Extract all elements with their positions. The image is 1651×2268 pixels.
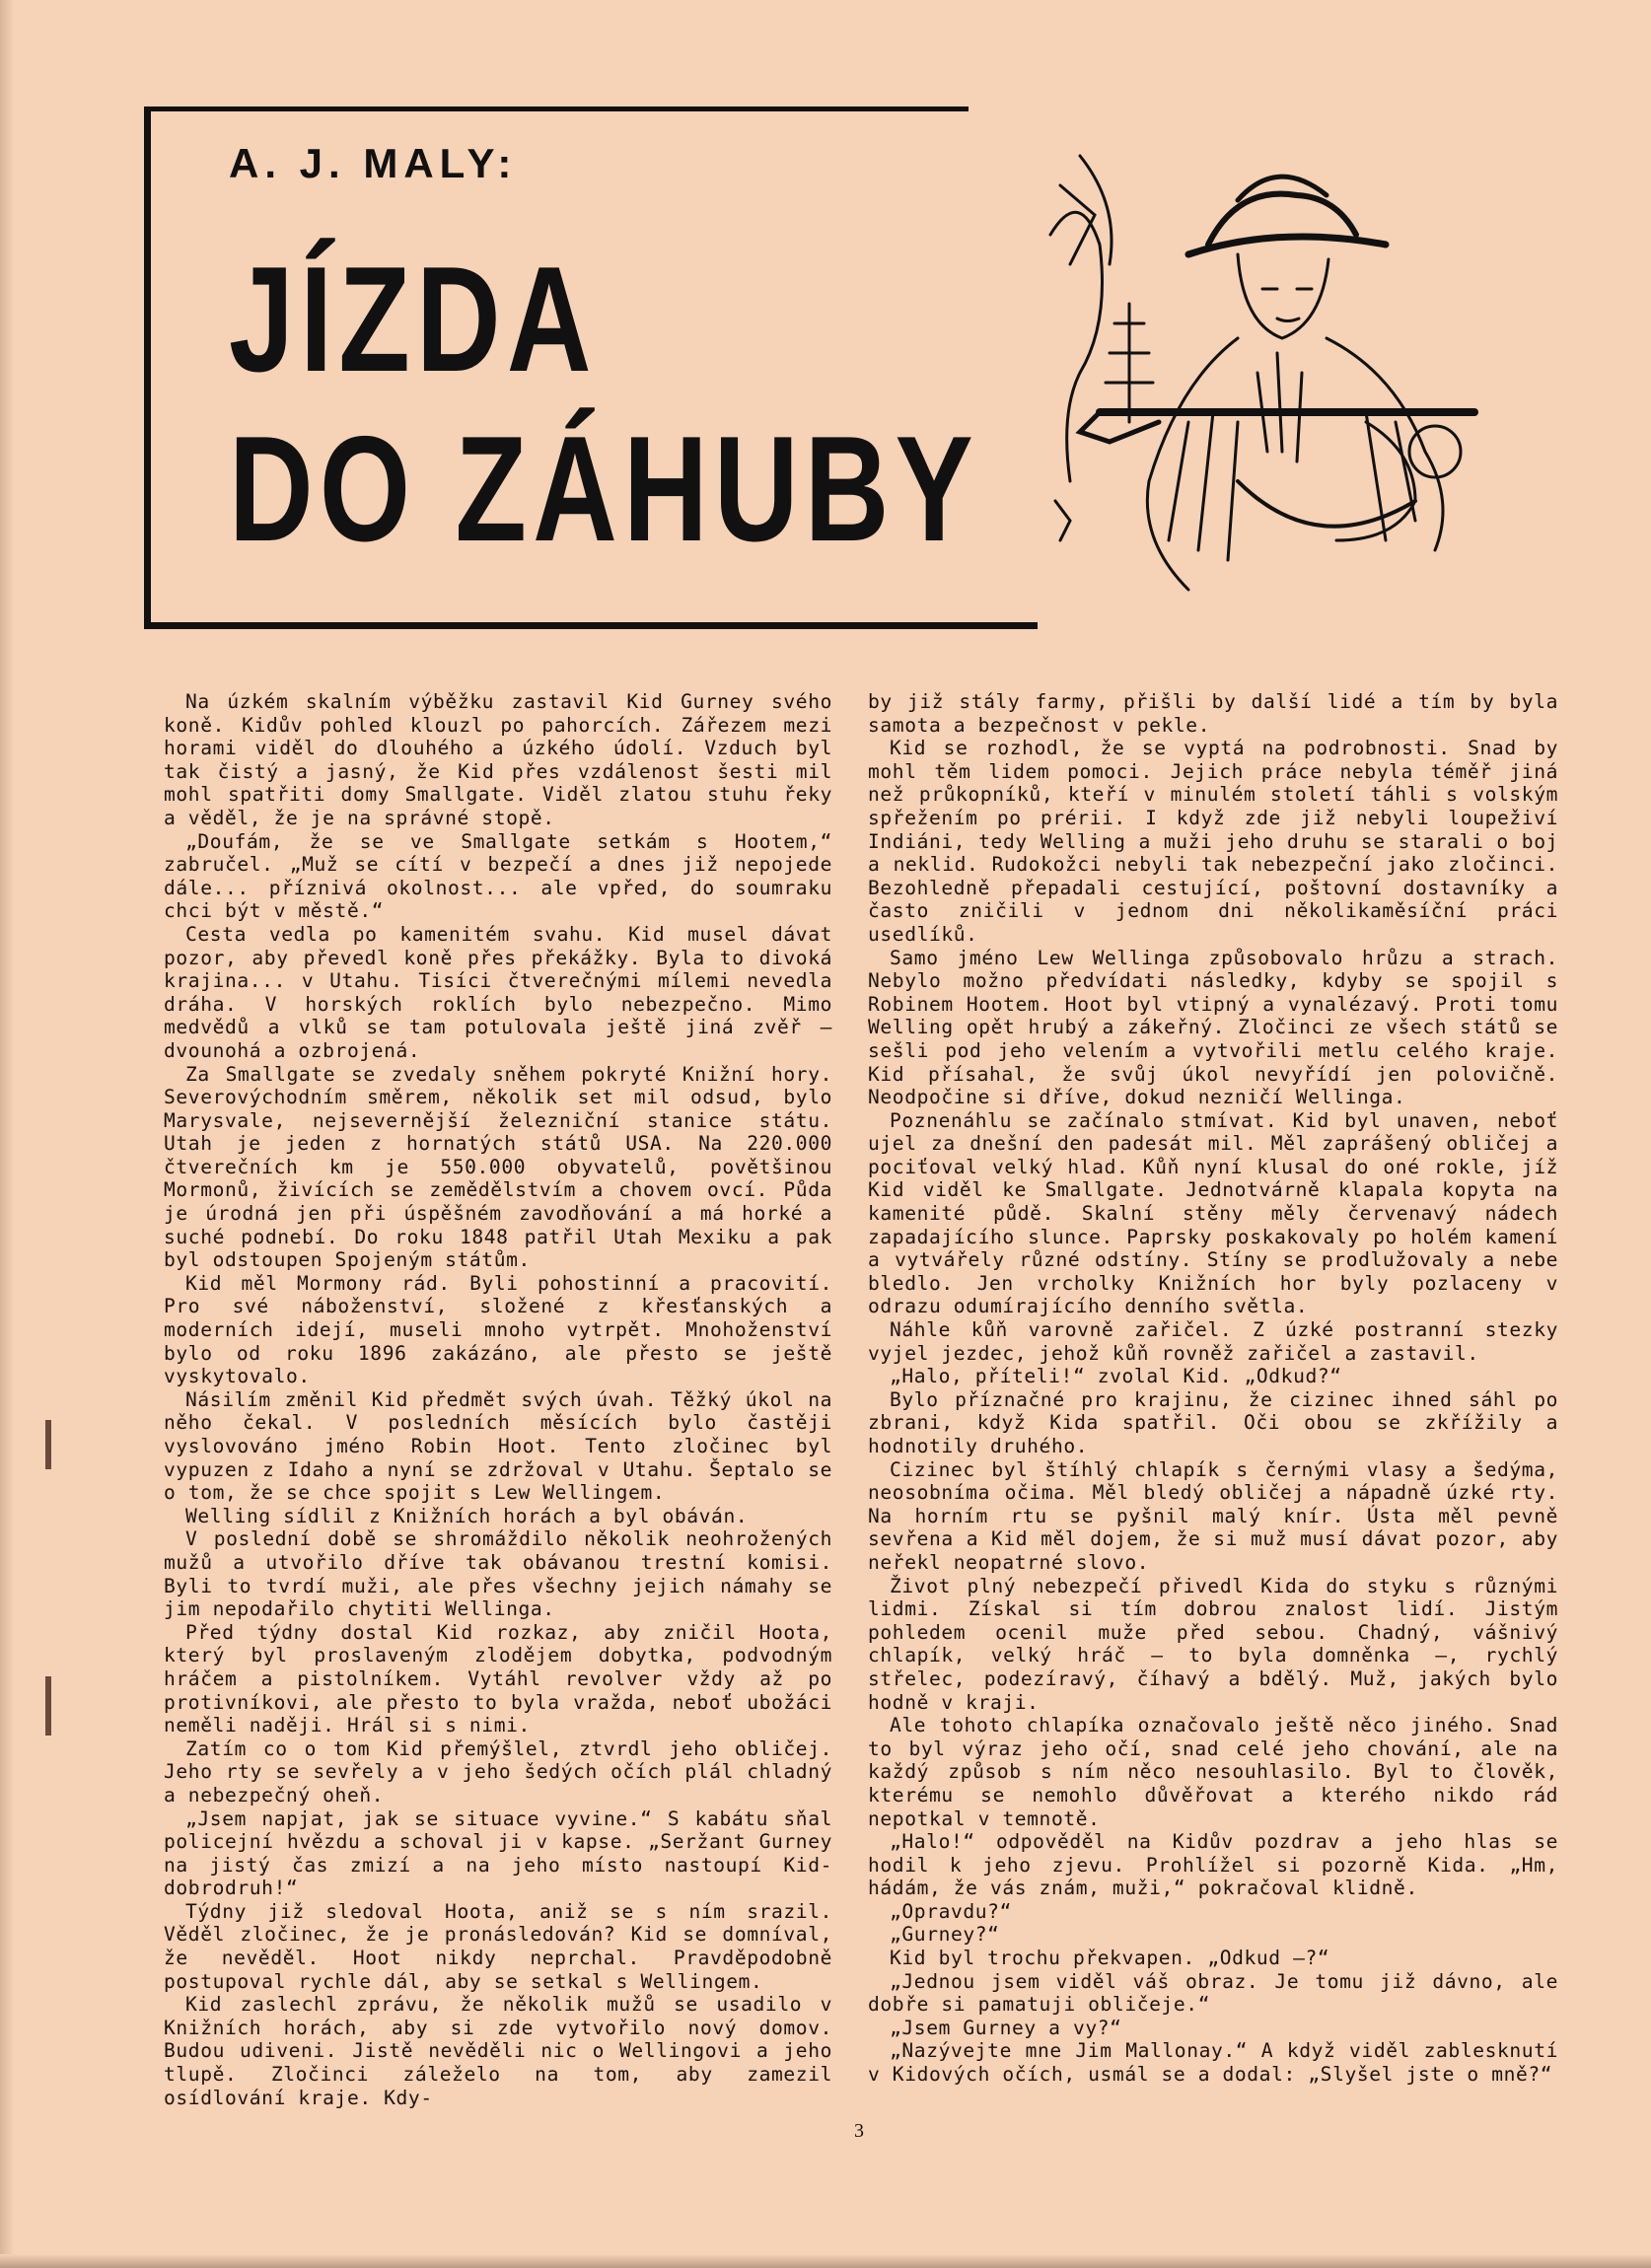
paragraph: Kid měl Mormony rád. Byli pohostinní a pracovití. Pro své náboženství, složené z křesťanských a moderních idejí, museli mnoho vytrpět. Mnohoženství bylo od roku 1896 zakázáno, ale přesto se ještě vyskytovalo.	[164, 1271, 832, 1388]
binding-mark	[45, 1420, 51, 1469]
bottom-edge	[0, 2254, 1651, 2268]
title-frame-top	[144, 106, 969, 111]
paragraph: Kid byl trochu překvapen. „Odkud —?“	[890, 1947, 1330, 1970]
paragraph: Náhle kůň varovně zařičel. Z úzké postranní stezky vyjel jezdec, jehož kůň rovněž zařičel a zastavil.	[868, 1318, 1558, 1365]
paragraph: „Jsem napjat, jak se situace vyvine.“ S kabátu sňal policejní hvězdu a schoval ji v kapse. „Seržant Gurney na jistý čas zmizí a na jeho místo nastoupí Kid-dobrodruh!“	[164, 1807, 832, 1900]
paragraph: Poznenáhlu se začínalo stmívat. Kid byl unaven, neboť ujel za dnešní den padesát mil. Měl zaprášený obličej a pociťoval velký hlad. Kůň nyní klusal do oné rokle, jíž Kid viděl ke Smallgate. Jednotvárně klapala kopyta na kamenité půdě. Skalní stěny měly červenavý nádech zapadajícího slunce. Paprsky poskakovaly po holém kamení a vytvářely různé odstíny. Stíny se prodlužovaly a nebe bledlo. Jen vrcholky Knižních hor byly pozlaceny v odrazu odumírajícího denního světla.	[868, 1108, 1558, 1318]
page-number: 3	[854, 2120, 864, 2142]
paragraph: Cizinec byl štíhlý chlapík s černými vlasy a šedýma, neosobníma očima. Měl bledý obličej a nápadně úzké rty. Na horním rtu se pyšnil malý knír. Ústa měl pevně sevřena a Kid měl dojem, že si muž musí dávat pozor, aby neřekl neopatrné slovo.	[868, 1457, 1558, 1574]
paragraph: „Jsem Gurney a vy?“	[890, 2016, 1122, 2039]
paragraph: V poslední době se shromáždilo několik neohrožených mužů a utvořilo dříve tak obávanou trestní komisi. Byli to tvrdí muži, ale přes všechny jejich námahy se jim nepodařilo chytiti Wellinga.	[164, 1527, 832, 1621]
paragraph: Zatím co o tom Kid přemýšlel, ztvrdl jeho obličej. Jeho rty se sevřely a v jeho šedých očích plál chladný a nebezpečný oheň.	[164, 1736, 832, 1807]
title-frame-bottom	[144, 622, 1038, 629]
story-title-line-1: JÍZDA	[229, 236, 598, 403]
paragraph: „Opravdu?“	[890, 1899, 1012, 1923]
paragraph: „Gurney?“	[890, 1923, 1000, 1947]
paragraph: Za Smallgate se zvedaly sněhem pokryté Knižní hory. Severovýchodním směrem, několik set mil odsud, bylo Marysvale, nejsevernější železniční stanice státu. Utah je jeden z hornatých států USA. Na 220.000 čtverečních km je 550.000 obyvatelů, povětšinou Mormonů, živících se zemědělstvím a chovem ovcí. Půda je úrodná jen při úspěšném zavodňování a má horké a suché podnebí. Do roku 1848 patřil Utah Mexiku a pak byl odstoupen Spojeným státům.	[164, 1062, 832, 1272]
story-title-line-2: DO ZÁHUBY	[229, 405, 979, 573]
paragraph: by již stály farmy, přišli by další lidé a tím by byla samota a bezpečnost v pekle.	[868, 690, 1558, 737]
paragraph: „Halo, příteli!“ zvolal Kid. „Odkud?“	[890, 1365, 1342, 1388]
title-frame-left	[144, 106, 151, 629]
cowboy-with-rifle-illustration	[1041, 126, 1494, 619]
binding-mark	[45, 1676, 51, 1736]
paragraph: Život plný nebezpečí přivedl Kida do styku s různými lidmi. Získal si tím dobrou znalost lidí. Jistým pohledem ocenil muže před sebou. Chadný, vášnivý chlapík, velký hráč — to byla domněnka —, rychlý střelec, podezíravý, číhavý a bdělý. Muž, jakých bylo hodně v kraji.	[868, 1574, 1558, 1714]
page-edge	[0, 0, 14, 2268]
paragraph: Kid zaslechl zprávu, že několik mužů se usadilo v Knižních horách, aby si zde vytvořilo nový domov. Budou udiveni. Jistě nevěděli nic o Wellingovi a jeho tlupě. Zločinci záleželo na tom, aby zamezil osídlování kraje. Kdy-	[164, 1993, 832, 2109]
paragraph: Welling sídlil z Knižních horách a byl obáván.	[185, 1504, 749, 1527]
paragraph: „Jednou jsem viděl váš obraz. Je tomu již dávno, ale dobře si pamatuji obličeje.“	[868, 1969, 1558, 2017]
paragraph: Násilím změnil Kid předmět svých úvah. Těžký úkol na něho čekal. V posledních měsících bylo častěji vyslovováno jméno Robin Hoot. Tento zločinec byl vypuzen z Idaho a nyní se zdržoval v Utahu. Šeptalo se o tom, že se chce spojit s Lew Wellingem.	[164, 1387, 832, 1505]
paragraph: „Halo!“ odpověděl na Kidův pozdrav a jeho hlas se hodil k jeho zjevu. Prohlížel si pozorně Kida. „Hm, hádám, že vás znám, muži,“ pokračoval klidně.	[868, 1830, 1558, 1900]
author-name: A. J. MALY:	[229, 140, 518, 186]
paragraph: Bylo příznačné pro krajinu, že cizinec ihned sáhl po zbrani, když Kida spatřil. Oči obou se zkřížily a hodnotily druhého.	[868, 1387, 1558, 1457]
article-right-column	[868, 690, 1558, 2087]
paragraph: Samo jméno Lew Wellinga způsobovalo hrůzu a strach. Nebylo možno předvídati následky, kdyby se spojil s Robinem Hootem. Hoot byl vtipný a vynalézavý. Proti tomu Welling opět hrubý a zákeřný. Zločinci ze všech států se sešli pod jeho velením a vytvořili metlu celého kraje. Kid přísahal, že svůj úkol nevyřídí jen polovičně. Neodpočine si dříve, dokud nezničí Wellinga.	[868, 946, 1558, 1109]
article-left-column	[164, 690, 832, 2109]
paragraph: Cesta vedla po kamenitém svahu. Kid musel dávat pozor, aby převedl koně přes překážky. Byla to divoká krajina... v Utahu. Tisíci čtverečnými mílemi nevedla dráha. V horských roklích bylo nebezpečno. Mimo medvědů a vlků se tam potulovala ještě jiná zvěř — dvounohá a ozbrojená.	[164, 922, 832, 1062]
paragraph: „Doufám, že se ve Smallgate setkám s Hootem,“ zabručel. „Muž se cítí v bezpečí a dnes již nepojede dále... příznivá okolnost... ale vpřed, do soumraku chci být v městě.“	[164, 829, 832, 923]
paragraph: „Nazývejte mne Jim Mallonay.“ A když viděl zablesknutí v Kidových očích, usmál se a dodal: „Slyšel jste o mně?“	[868, 2039, 1558, 2087]
paragraph: Před týdny dostal Kid rozkaz, aby zničil Hoota, který byl proslaveným zlodějem dobytka, podvodným hráčem a pistolníkem. Vytáhl revolver vždy až po protivníkovi, ale přesto to byla vražda, neboť ubožáci neměli naději. Hrál si s nimi.	[164, 1620, 832, 1737]
paragraph: Týdny již sledoval Hoota, aniž se s ním srazil. Věděl zločinec, že je pronásledován? Kid se domníval, že nevěděl. Hoot nikdy neprchal. Pravděpodobně postupoval rychle dál, aby se setkal s Wellingem.	[164, 1899, 832, 1993]
paragraph: Ale tohoto chlapíka označovalo ještě něco jiného. Snad to byl výraz jeho očí, snad celé jeho chování, ale na každý způsob s ním něco nesouhlasilo. Byl to člověk, kterému se nemohlo důvěřovat a kterého nikdo rád nepotkal v temnotě.	[868, 1714, 1558, 1830]
paragraph: Kid se rozhodl, že se vyptá na podrobnosti. Snad by mohl těm lidem pomoci. Jejich práce nebyla téměř jiná než průkopníků, kteří v minulém století táhli s volským spřežením po prérii. I když zde již nebyli loupeživí Indiáni, tedy Welling a muži jeho druhu se starali o boj a neklid. Rudokožci nebyli tak nebezpeční jako zločinci. Bezohledně přepadali cestující, poštovní dostavníky a často zničili v jednom dni několikaměsíční práci usedlíků.	[868, 737, 1558, 946]
paragraph: Na úzkém skalním výběžku zastavil Kid Gurney svého koně. Kidův pohled klouzl po pahorcích. Zářezem mezi horami viděl do dlouhého a úzkého údolí. Vzduch byl tak čistý a jasný, že Kid přes vzdálenost šesti mil mohl spatřiti domy Smallgate. Viděl zlatou stuhu řeky a věděl, že je na správné stopě.	[164, 690, 832, 829]
